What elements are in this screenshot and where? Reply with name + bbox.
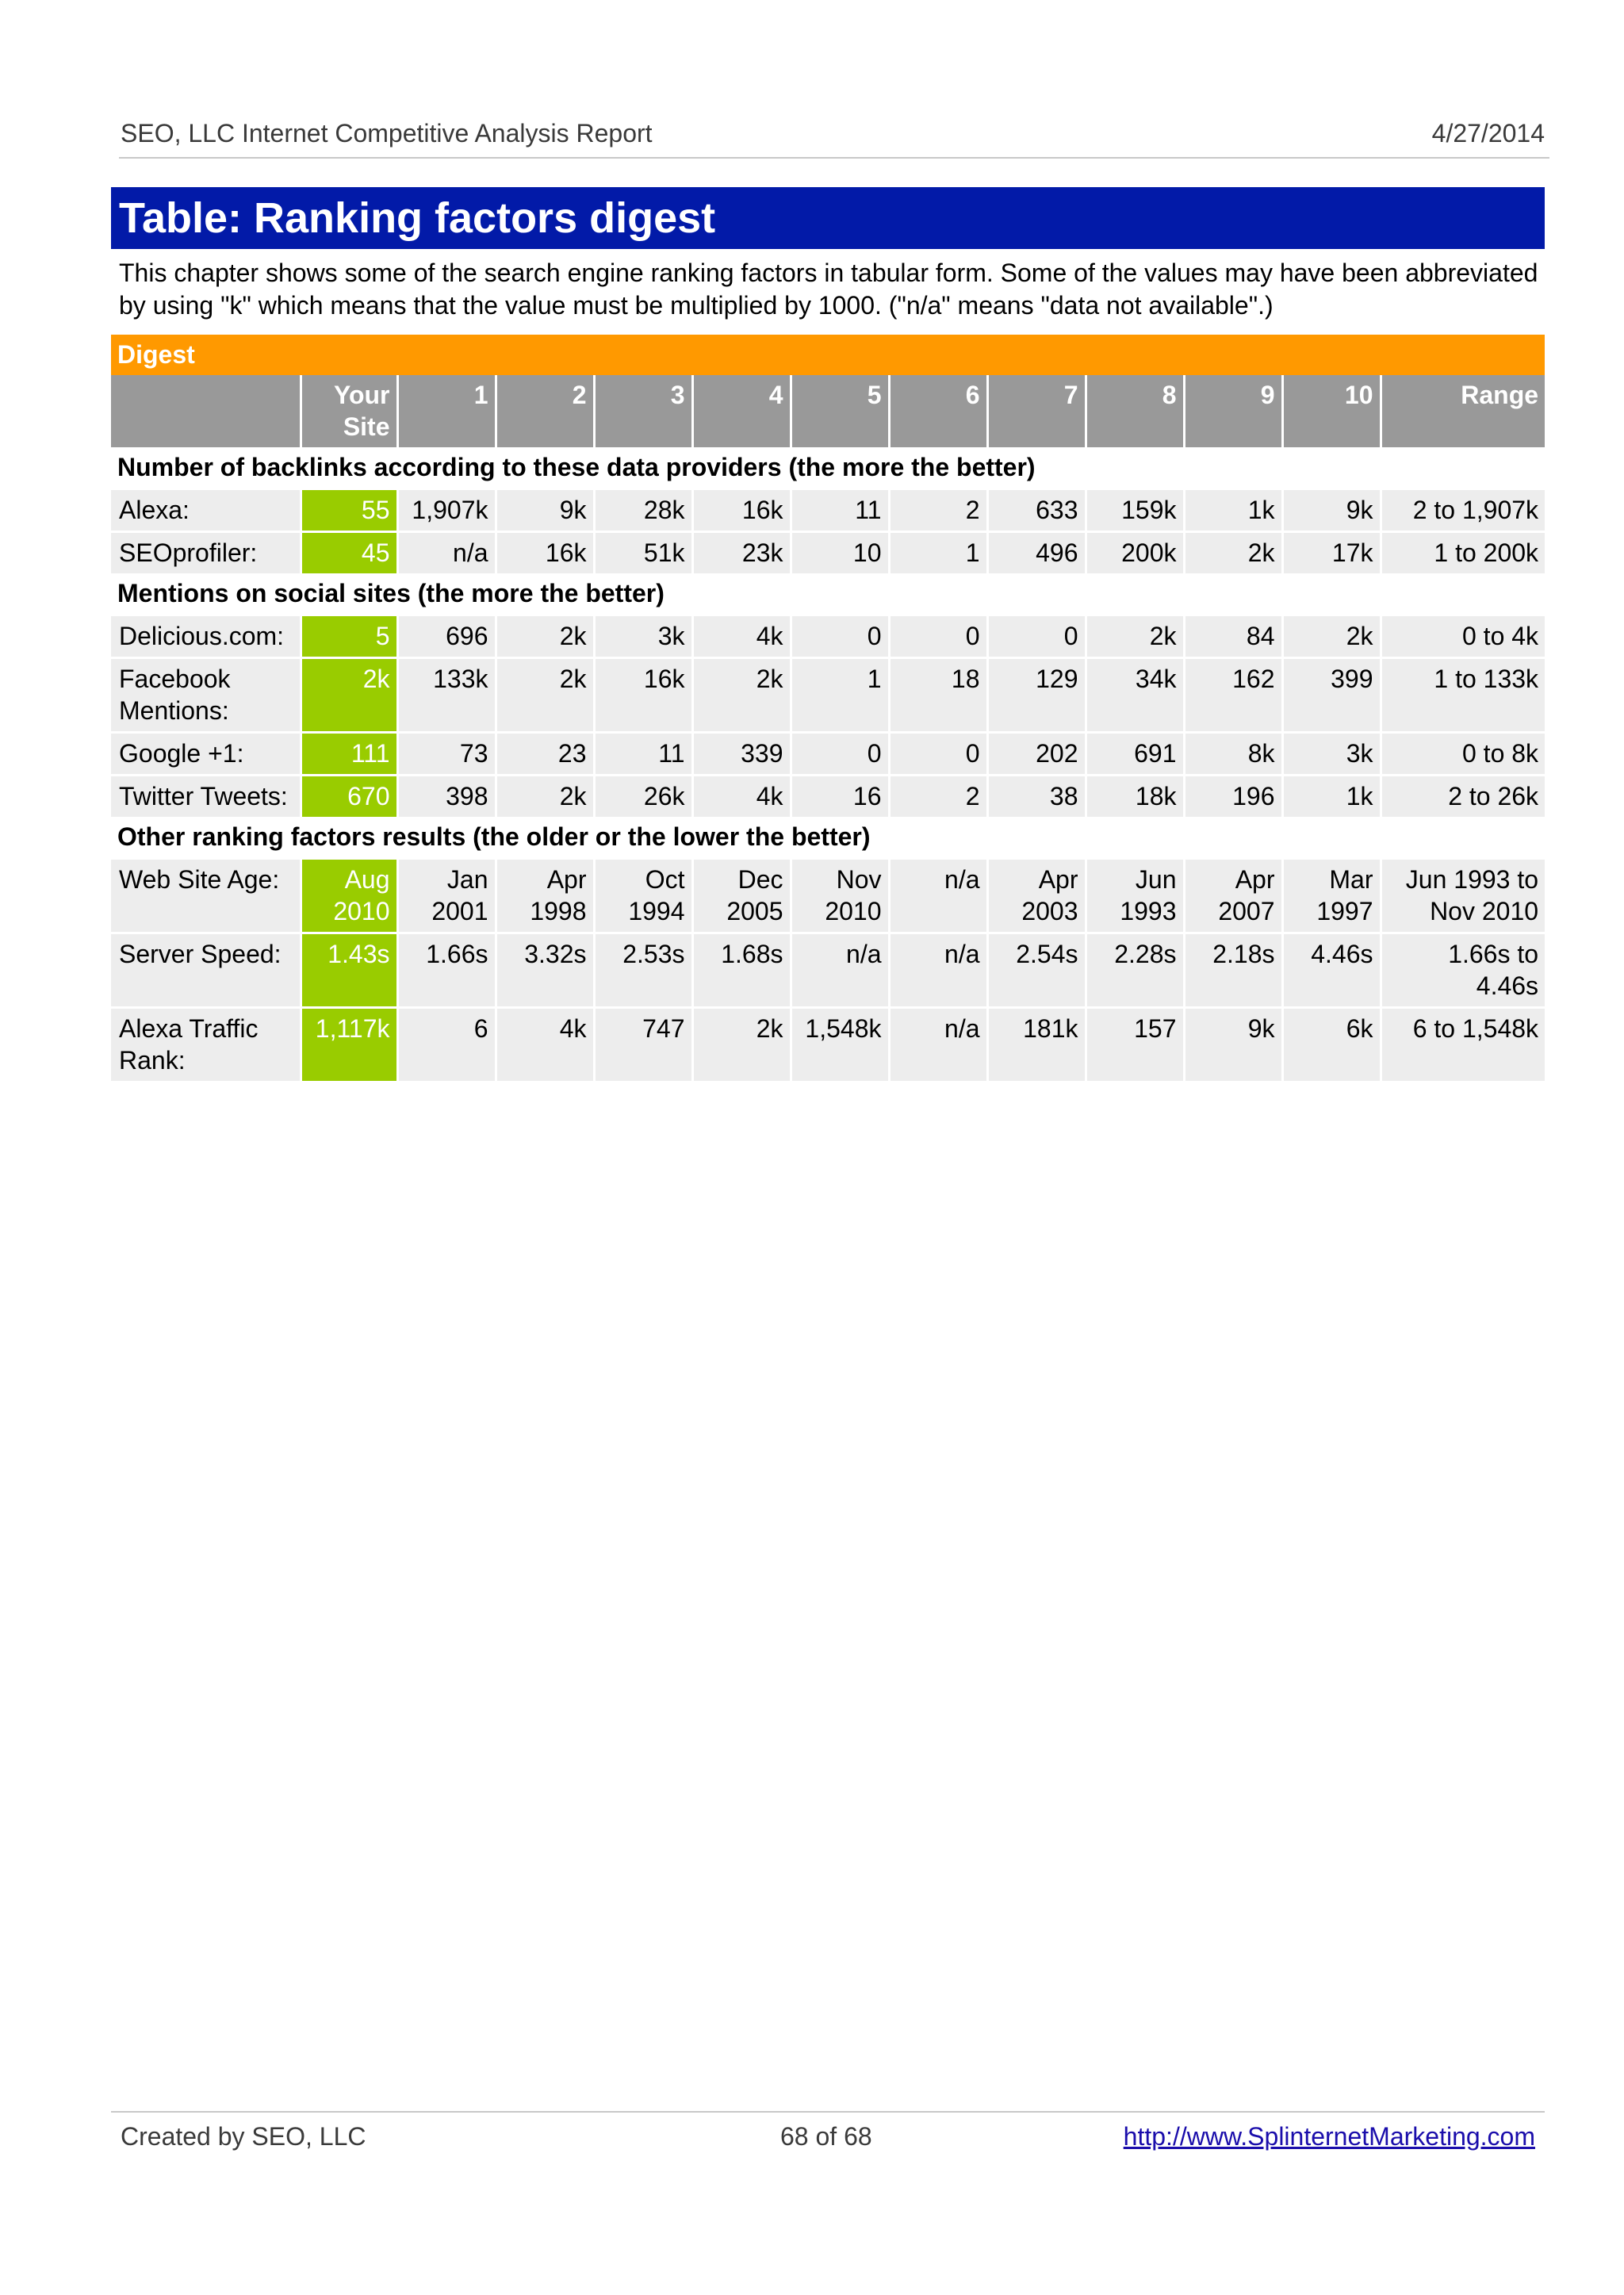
competitor-cell: 16k [594,658,692,733]
competitor-cell: 0 [987,615,1086,658]
column-header-row [111,375,1545,447]
column-header: 5 [791,375,889,447]
competitor-cell: 162 [1184,658,1282,733]
range-cell: Jun 1993 to Nov 2010 [1381,859,1545,933]
competitor-cell: 9k [1184,1008,1282,1082]
competitor-cell: 4k [692,615,791,658]
competitor-cell: 1.66s [397,933,496,1008]
competitor-cell: 2k [496,776,594,818]
competitor-cell: 157 [1086,1008,1184,1082]
competitor-cell: Dec 2005 [692,859,791,933]
report-title: SEO, LLC Internet Competitive Analysis Report [121,119,653,148]
competitor-cell: 1k [1184,489,1282,532]
page-header [119,116,1549,159]
column-header: Range [1381,375,1545,447]
range-cell: 1 to 133k [1381,658,1545,733]
competitor-cell: 18 [889,658,987,733]
competitor-cell: 1,548k [791,1008,889,1082]
your-site-cell: Aug 2010 [301,859,397,933]
competitor-cell: 4k [496,1008,594,1082]
table-row [111,489,1545,532]
competitor-cell: 3.32s [496,933,594,1008]
competitor-cell: 73 [397,733,496,776]
competitor-cell: 1.68s [692,933,791,1008]
row-label: Alexa: [111,489,301,532]
competitor-cell: Nov 2010 [791,859,889,933]
competitor-cell: 2.54s [987,933,1086,1008]
competitor-cell: 633 [987,489,1086,532]
footer-page-number: 68 of 68 [780,2122,872,2151]
competitor-cell: 2k [496,615,594,658]
competitor-cell: 1k [1282,776,1381,818]
competitor-cell: 3k [1282,733,1381,776]
row-label: Facebook Mentions: [111,658,301,733]
competitor-cell: 3k [594,615,692,658]
range-cell: 1.66s to 4.46s [1381,933,1545,1008]
competitor-cell: 4k [692,776,791,818]
digest-table [111,335,1545,1081]
competitor-cell: 696 [397,615,496,658]
competitor-cell: 0 [791,733,889,776]
competitor-cell: 2.28s [1086,933,1184,1008]
section-heading: Mentions on social sites (the more the better) [111,573,1545,615]
competitor-cell: n/a [397,532,496,574]
competitor-cell: 4.46s [1282,933,1381,1008]
competitor-cell: 2k [496,658,594,733]
competitor-cell: n/a [889,859,987,933]
range-cell: 0 to 8k [1381,733,1545,776]
range-cell: 2 to 26k [1381,776,1545,818]
footer-link[interactable]: http://www.SplinternetMarketing.com [1123,2122,1535,2151]
competitor-cell: 202 [987,733,1086,776]
competitor-cell: 2k [1086,615,1184,658]
report-date: 4/27/2014 [1431,119,1545,148]
competitor-cell: 23 [496,733,594,776]
competitor-cell: Apr 1998 [496,859,594,933]
competitor-cell: 6 [397,1008,496,1082]
your-site-cell: 1,117k [301,1008,397,1082]
row-label: Web Site Age: [111,859,301,933]
table-row [111,733,1545,776]
competitor-cell: 26k [594,776,692,818]
table-row [111,532,1545,574]
digest-caption: Digest [111,335,1545,375]
competitor-cell: 9k [496,489,594,532]
competitor-cell: 339 [692,733,791,776]
competitor-cell: Mar 1997 [1282,859,1381,933]
intro-paragraph: This chapter shows some of the search engine ranking factors in tabular form. Some of the values may have been abbreviated by using "k" which means that the value must be multiplied by 1000. ("n/a" means "data not available".) [119,259,1538,320]
column-header: 10 [1282,375,1381,447]
table-row [111,1008,1545,1082]
table-row [111,615,1545,658]
section-heading-row [111,573,1545,615]
page-footer [111,2111,1545,2160]
competitor-cell: 16k [692,489,791,532]
table-row [111,658,1545,733]
competitor-cell: Apr 2003 [987,859,1086,933]
digest-caption-row [111,335,1545,375]
row-label: Alexa Traffic Rank: [111,1008,301,1082]
row-label: SEOprofiler: [111,532,301,574]
competitor-cell: 23k [692,532,791,574]
competitor-cell: 11 [594,733,692,776]
competitor-cell: n/a [791,933,889,1008]
column-header: 6 [889,375,987,447]
competitor-cell: 84 [1184,615,1282,658]
section-heading: Other ranking factors results (the older or the lower the better) [111,817,1545,859]
section-heading-row [111,817,1545,859]
competitor-cell: 399 [1282,658,1381,733]
footer-created-by: Created by SEO, LLC [121,2122,366,2151]
competitor-cell: 10 [791,532,889,574]
range-cell: 6 to 1,548k [1381,1008,1545,1082]
row-label: Google +1: [111,733,301,776]
column-header: 7 [987,375,1086,447]
column-header: 1 [397,375,496,447]
competitor-cell: 496 [987,532,1086,574]
competitor-cell: 17k [1282,532,1381,574]
competitor-cell: 18k [1086,776,1184,818]
range-cell: 0 to 4k [1381,615,1545,658]
column-header-blank [111,375,301,447]
table-row [111,859,1545,933]
competitor-cell: Oct 1994 [594,859,692,933]
column-header: 4 [692,375,791,447]
competitor-cell: 398 [397,776,496,818]
competitor-cell: 159k [1086,489,1184,532]
your-site-cell: 55 [301,489,397,532]
competitor-cell: 1 [889,532,987,574]
table-row [111,776,1545,818]
competitor-cell: 2.18s [1184,933,1282,1008]
competitor-cell: 2 [889,776,987,818]
your-site-cell: 2k [301,658,397,733]
row-label: Delicious.com: [111,615,301,658]
your-site-cell: 670 [301,776,397,818]
competitor-cell: 6k [1282,1008,1381,1082]
column-header: 9 [1184,375,1282,447]
competitor-cell: 8k [1184,733,1282,776]
competitor-cell: 11 [791,489,889,532]
competitor-cell: n/a [889,1008,987,1082]
table-row [111,933,1545,1008]
competitor-cell: 28k [594,489,692,532]
your-site-cell: 111 [301,733,397,776]
column-header: Your Site [301,375,397,447]
your-site-cell: 1.43s [301,933,397,1008]
competitor-cell: 200k [1086,532,1184,574]
competitor-cell: 2.53s [594,933,692,1008]
competitor-cell: 2 [889,489,987,532]
range-cell: 2 to 1,907k [1381,489,1545,532]
row-label: Twitter Tweets: [111,776,301,818]
column-header: 2 [496,375,594,447]
row-label: Server Speed: [111,933,301,1008]
competitor-cell: 0 [889,733,987,776]
competitor-cell: 2k [1184,532,1282,574]
competitor-cell: 38 [987,776,1086,818]
competitor-cell: n/a [889,933,987,1008]
section-title: Table: Ranking factors digest [111,187,1545,249]
section-heading-row [111,447,1545,489]
competitor-cell: 16 [791,776,889,818]
competitor-cell: 2k [692,1008,791,1082]
your-site-cell: 45 [301,532,397,574]
competitor-cell: 0 [889,615,987,658]
competitor-cell: 9k [1282,489,1381,532]
competitor-cell: Apr 2007 [1184,859,1282,933]
competitor-cell: 691 [1086,733,1184,776]
competitor-cell: 196 [1184,776,1282,818]
competitor-cell: 133k [397,658,496,733]
competitor-cell: 51k [594,532,692,574]
your-site-cell: 5 [301,615,397,658]
range-cell: 1 to 200k [1381,532,1545,574]
competitor-cell: Jan 2001 [397,859,496,933]
competitor-cell: Jun 1993 [1086,859,1184,933]
column-header: 8 [1086,375,1184,447]
competitor-cell: 129 [987,658,1086,733]
column-header: 3 [594,375,692,447]
competitor-cell: 0 [791,615,889,658]
competitor-cell: 747 [594,1008,692,1082]
section-heading: Number of backlinks according to these data providers (the more the better) [111,447,1545,489]
competitor-cell: 34k [1086,658,1184,733]
competitor-cell: 1 [791,658,889,733]
competitor-cell: 181k [987,1008,1086,1082]
competitor-cell: 1,907k [397,489,496,532]
competitor-cell: 2k [692,658,791,733]
competitor-cell: 2k [1282,615,1381,658]
competitor-cell: 16k [496,532,594,574]
